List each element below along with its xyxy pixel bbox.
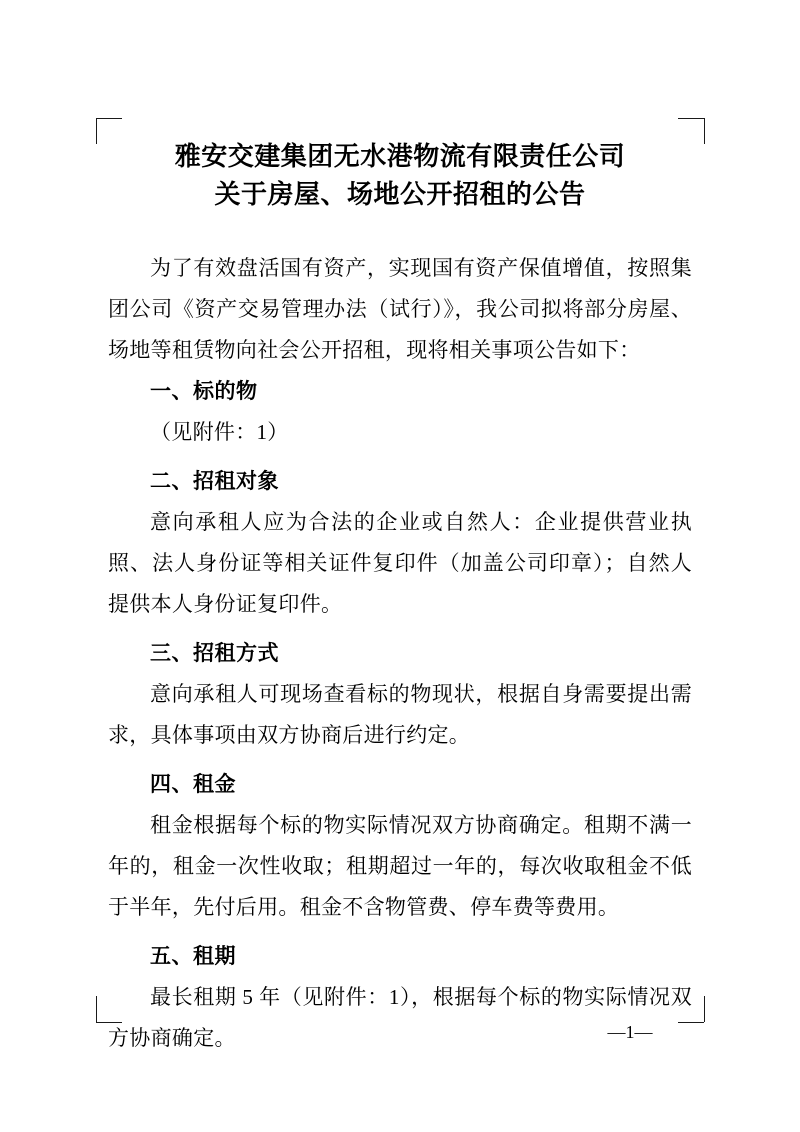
page-title (108, 132, 692, 214)
title-line-2: 关于房屋、场地公开招租的公告 (214, 180, 586, 209)
title-line-1: 雅安交建集团无水港物流有限责任公司 (174, 142, 626, 171)
section-3-paragraph-1: 意向承租人可现场查看标的物现状，根据自身需要提出需求，具体事项由双方协商后进行约定。 (108, 682, 692, 747)
section-heading-4: 四、租金 (150, 772, 236, 796)
section-heading-3: 三、招租方式 (150, 641, 279, 665)
section-5-paragraph-1: 最长租期 5 年（见附件：1），根据每个标的物实际情况双方协商确定。 (108, 985, 692, 1050)
document-body (108, 248, 692, 1059)
section-heading-1: 一、标的物 (150, 379, 258, 403)
section-2-paragraph-1: 意向承租人应为合法的企业或自然人：企业提供营业执照、法人身份证等相关证件复印件（加盖公司印章）；自然人提供本人身份证复印件。 (108, 510, 692, 616)
page-number: —1— (607, 1022, 653, 1042)
intro-paragraph: 为了有效盘活国有资产，实现国有资产保值增值，按照集团公司《资产交易管理办法（试行）》，我公司拟将部分房屋、场地等租赁物向社会公开招租，现将相关事项公告如下： (108, 256, 692, 362)
section-heading-2: 二、招租对象 (150, 469, 279, 493)
section-1-paragraph-1: （见附件：1） (150, 420, 289, 444)
section-4-paragraph-1: 租金根据每个标的物实际情况双方协商确定。租期不满一年的，租金一次性收取；租期超过一年的，每次收取租金不低于半年，先付后用。租金不含物管费、停车费等费用。 (108, 813, 692, 919)
section-heading-5: 五、租期 (150, 944, 236, 968)
document-content (108, 132, 692, 1059)
page-number-footer (0, 1022, 800, 1043)
